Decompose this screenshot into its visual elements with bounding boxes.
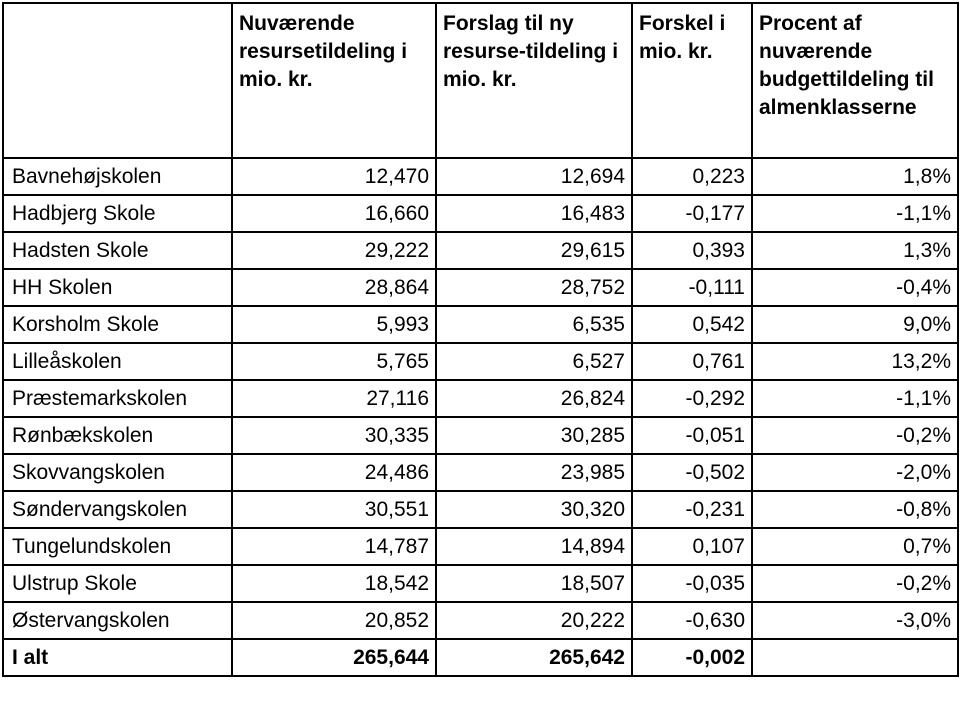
budget-table xyxy=(2,2,959,677)
cell-difference: -0,051 xyxy=(632,417,752,454)
cell-school-name: Bavnehøjskolen xyxy=(3,158,232,195)
cell-difference: 0,393 xyxy=(632,232,752,269)
cell-proposal: 6,535 xyxy=(436,306,632,343)
cell-current: 30,551 xyxy=(232,491,436,528)
cell-school-name: Hadsten Skole xyxy=(3,232,232,269)
cell-current: 27,116 xyxy=(232,380,436,417)
cell-percent: 1,8% xyxy=(752,158,958,195)
cell-difference: 0,107 xyxy=(632,528,752,565)
cell-proposal: 30,320 xyxy=(436,491,632,528)
table-row xyxy=(3,306,958,343)
cell-percent: -1,1% xyxy=(752,380,958,417)
cell-difference: 0,223 xyxy=(632,158,752,195)
table-row xyxy=(3,565,958,602)
cell-current: 20,852 xyxy=(232,602,436,639)
cell-current: 12,470 xyxy=(232,158,436,195)
cell-difference: -0,035 xyxy=(632,565,752,602)
cell-proposal: 23,985 xyxy=(436,454,632,491)
cell-percent: 13,2% xyxy=(752,343,958,380)
cell-percent: -0,4% xyxy=(752,269,958,306)
cell-difference: -0,177 xyxy=(632,195,752,232)
table-row xyxy=(3,528,958,565)
header-percent: Procent af nuværende budgettildeling til almenklasserne xyxy=(752,3,958,158)
header-current-allocation: Nuværende resursetildeling i mio. kr. xyxy=(232,3,436,158)
cell-percent: -3,0% xyxy=(752,602,958,639)
total-cell-proposal: 265,642 xyxy=(436,639,632,676)
table-row xyxy=(3,158,958,195)
cell-proposal: 18,507 xyxy=(436,565,632,602)
cell-current: 28,864 xyxy=(232,269,436,306)
header-proposed-allocation: Forslag til ny resurse-tildeling i mio. kr. xyxy=(436,3,632,158)
cell-proposal: 29,615 xyxy=(436,232,632,269)
table-row xyxy=(3,491,958,528)
cell-school-name: Rønbækskolen xyxy=(3,417,232,454)
total-cell-percent xyxy=(752,639,958,676)
cell-current: 24,486 xyxy=(232,454,436,491)
total-row xyxy=(3,639,958,676)
table-row xyxy=(3,602,958,639)
header-school xyxy=(3,3,232,158)
cell-school-name: Korsholm Skole xyxy=(3,306,232,343)
cell-current: 30,335 xyxy=(232,417,436,454)
cell-school-name: Østervangskolen xyxy=(3,602,232,639)
table-row xyxy=(3,417,958,454)
total-cell-school-name: I alt xyxy=(3,639,232,676)
cell-current: 18,542 xyxy=(232,565,436,602)
cell-percent: -0,8% xyxy=(752,491,958,528)
cell-proposal: 14,894 xyxy=(436,528,632,565)
cell-difference: 0,761 xyxy=(632,343,752,380)
cell-current: 5,765 xyxy=(232,343,436,380)
cell-difference: -0,292 xyxy=(632,380,752,417)
cell-school-name: Søndervangskolen xyxy=(3,491,232,528)
cell-difference: -0,630 xyxy=(632,602,752,639)
cell-difference: -0,231 xyxy=(632,491,752,528)
cell-difference: -0,502 xyxy=(632,454,752,491)
cell-school-name: Hadbjerg Skole xyxy=(3,195,232,232)
cell-current: 29,222 xyxy=(232,232,436,269)
cell-proposal: 28,752 xyxy=(436,269,632,306)
cell-school-name: Tungelundskolen xyxy=(3,528,232,565)
cell-percent: -0,2% xyxy=(752,417,958,454)
cell-proposal: 12,694 xyxy=(436,158,632,195)
cell-current: 5,993 xyxy=(232,306,436,343)
cell-proposal: 6,527 xyxy=(436,343,632,380)
table-body xyxy=(3,158,958,676)
cell-proposal: 20,222 xyxy=(436,602,632,639)
header-row xyxy=(3,3,958,158)
cell-school-name: Ulstrup Skole xyxy=(3,565,232,602)
cell-school-name: Skovvangskolen xyxy=(3,454,232,491)
table-row xyxy=(3,269,958,306)
cell-percent: 9,0% xyxy=(752,306,958,343)
cell-proposal: 30,285 xyxy=(436,417,632,454)
table-row xyxy=(3,380,958,417)
cell-percent: 0,7% xyxy=(752,528,958,565)
cell-percent: -1,1% xyxy=(752,195,958,232)
table-row xyxy=(3,232,958,269)
cell-difference: -0,111 xyxy=(632,269,752,306)
cell-school-name: Præstemarkskolen xyxy=(3,380,232,417)
cell-percent: -0,2% xyxy=(752,565,958,602)
cell-proposal: 16,483 xyxy=(436,195,632,232)
cell-current: 16,660 xyxy=(232,195,436,232)
cell-current: 14,787 xyxy=(232,528,436,565)
cell-school-name: Lilleåskolen xyxy=(3,343,232,380)
cell-difference: 0,542 xyxy=(632,306,752,343)
total-cell-current: 265,644 xyxy=(232,639,436,676)
cell-school-name: HH Skolen xyxy=(3,269,232,306)
cell-percent: -2,0% xyxy=(752,454,958,491)
table-row xyxy=(3,343,958,380)
cell-percent: 1,3% xyxy=(752,232,958,269)
header-difference: Forskel i mio. kr. xyxy=(632,3,752,158)
total-cell-difference: -0,002 xyxy=(632,639,752,676)
cell-proposal: 26,824 xyxy=(436,380,632,417)
table-row xyxy=(3,454,958,491)
table-row xyxy=(3,195,958,232)
